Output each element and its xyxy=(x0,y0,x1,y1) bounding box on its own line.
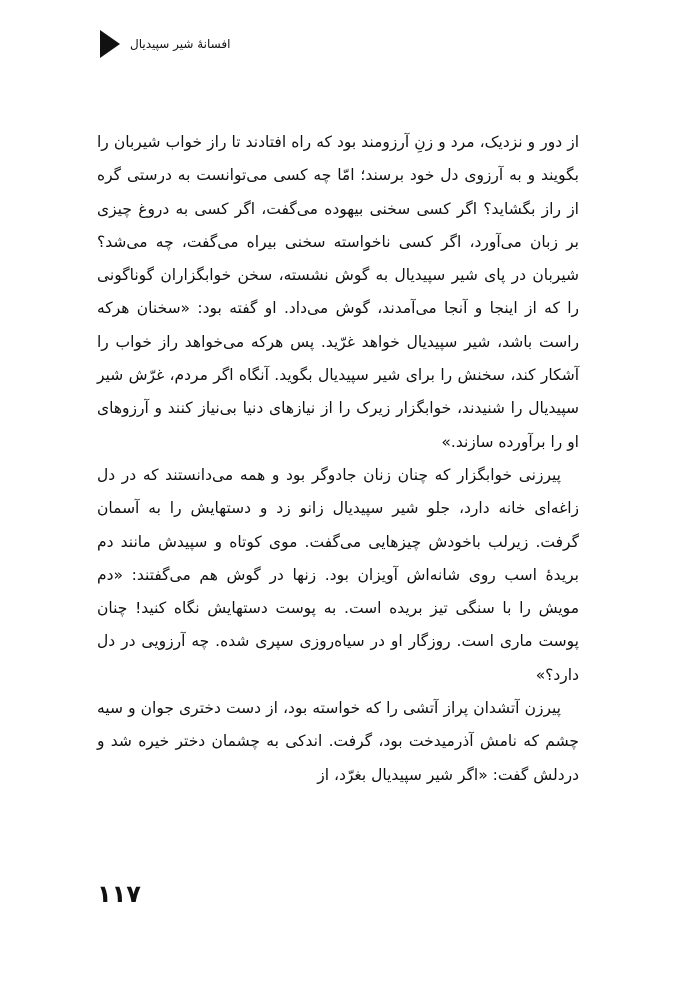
running-title: افسانهٔ شیر سپیدیال xyxy=(130,37,231,51)
body-text xyxy=(97,126,579,792)
paragraph-3: پیرزن آتشدان پراز آتشی را که خواسته بود، از دست دختری جوان و سیه چشم که نامش آذرمیدخت بود، گرفت. اندکی به چشمان دختر خیره شد و دردلش گفت: «اگر شیر سپیدیال بغرّد، از xyxy=(97,699,579,784)
page-header xyxy=(100,24,300,64)
paragraph-2: پیرزنی خوابگزار که چنان زنان جادوگر بود و همه می‌دانستند که در دل زاغه‌ای خانه دارد، جلو شیر سپیدیال زانو زد و دستهایش را به آسمان گرفت. زیرلب باخودش چیزهایی می‌گفت. موی کوتاه و سپیدش مانند دم بریدهٔ اسب روی شانه‌اش آویزان بود. زنها در گوش هم می‌گفتند: «دم مویش را با سنگی تیز بریده است. به پوست دستهایش نگاه کنید! چنان پوست ماری است. روزگار او در سیاه‌روزی سپری شده. چه آرزویی در دل دارد؟» xyxy=(97,465,579,684)
triangle-marker-icon xyxy=(100,30,120,58)
paragraph-1: از دور و نزدیک، مرد و زنِ آرزومند بود که راه افتادند تا راز خواب شیربان را بگویند و به آرزوی دل خود برسند؛ امّا چه کسی می‌توانست به درستی گره از راز بگشاید؟ اگر کسی سخنی بیهوده می‌گفت، اگر کسی به دروغ چیزی بر زبان می‌آورد، اگر کسی ناخواسته سخنی بیراه می‌گفت، چه می‌شد؟ شیربان در پای شیر سپیدیال به گوش نشسته، سخن خوابگزاران گوناگونی را که از اینجا و آنجا می‌آمدند، گوش می‌داد. او گفته بود: «سخنان هرکه راست باشد، شیر سپیدیال خواهد غرّید. پس هرکه می‌خواهد راز خواب را آشکار کند، سخنش را برای شیر سپیدیال بگوید. آنگاه اگر مردم، غرّش شیر سپیدیال را شنیدند، خوابگزار زیرک را از نیازهای دنیا بی‌نیاز کنند و آرزوهای او را برآورده سازند.» xyxy=(97,133,579,451)
page-number: ۱۱۷ xyxy=(97,880,141,908)
